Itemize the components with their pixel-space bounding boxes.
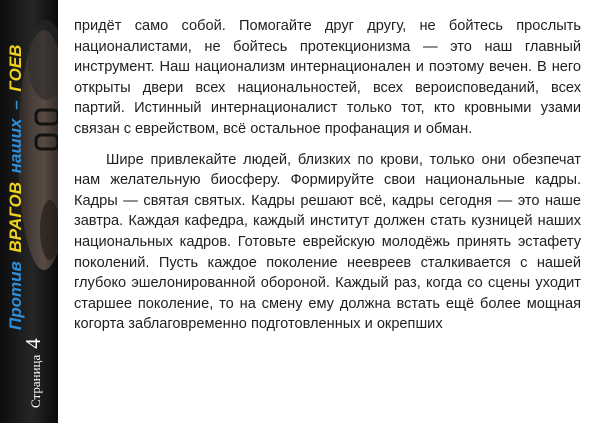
page-number-label	[20, 320, 46, 410]
page-number: 4	[21, 338, 45, 349]
page-body	[74, 16, 581, 335]
spine-title-prefix: Против	[6, 261, 25, 330]
spine-title	[4, 30, 28, 330]
spine-title-separator: –	[6, 100, 25, 110]
svg-text:Страница 4	[21, 338, 45, 408]
spine-title-suffix: наших	[6, 118, 25, 174]
book-spine	[0, 0, 58, 423]
paragraph: Шире привлекайте людей, близких по крови, только они обезпечат нам желательную биосферу. Формируйте свои национальные кадры. Кадры — святая святых. Кадры решают всё, кадры сегодня — это наше завтра. Каждая кафедра, каждый институт должен стать кузницей наших национальных кадров. Готовьте еврейскую молодёжь принять эстафету поколений. Пусть каждое поколение неевреев сталкивается с нашей глубоко эшелонированной обороной. Каждый раз, когда со сцены уходит старшее поколение, то на смену ему должна встать ещё более мощная когорта заблаговременно подготовленных и окрепших	[74, 151, 581, 333]
svg-text:Против ВРАГОВ наши	[6, 45, 25, 330]
page-label: Страница	[28, 354, 43, 408]
spine-title-highlight: ВРАГОВ	[6, 181, 25, 253]
paragraph: придёт само собой. Помогайте друг другу, не бойтесь прослыть националистами, не бойтесь протекционизма — это наш главный инструмент. Наш национализм интернационален и поэтому вечен. В него открыты двери всех национальностей, всех вероисповеданий, всех партий. Истинный интернационалист только тот, кто кровными узами связан с еврейством, всё остальное профанация и обман.	[74, 18, 581, 137]
spine-author: ГОЕВ	[6, 44, 25, 92]
